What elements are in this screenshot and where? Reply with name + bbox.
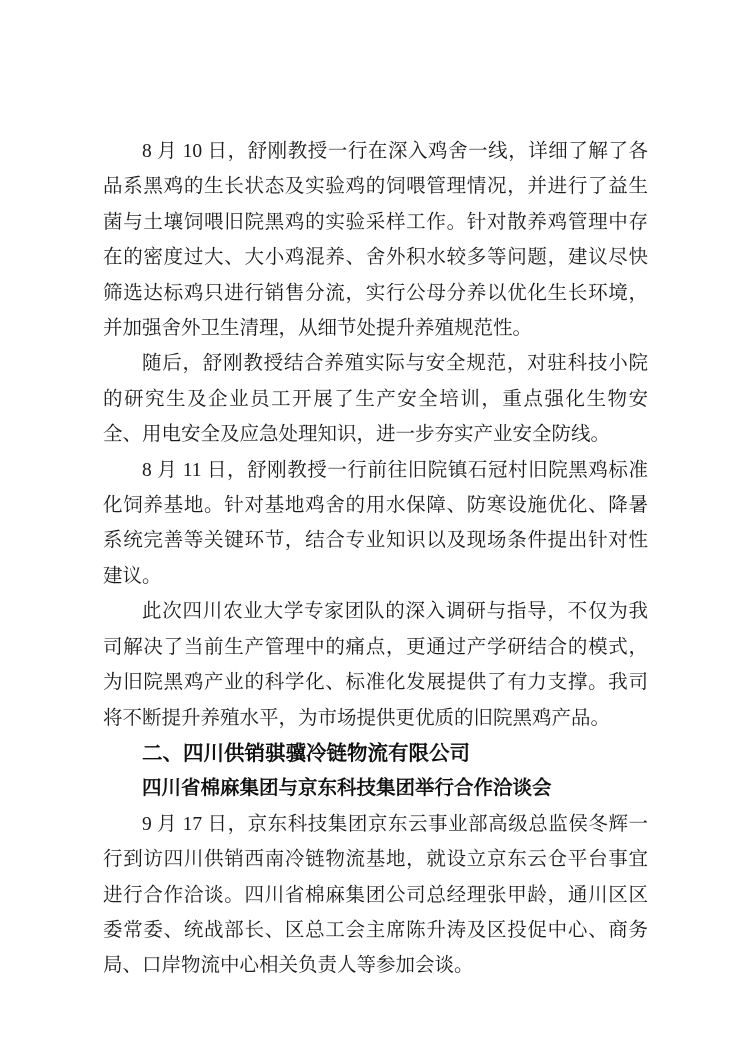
heading-section-2-qiji-cold-chain-company: 二、四川供销骐骥冷链物流有限公司: [142, 741, 470, 765]
para-safety-training: 随后，舒刚教授结合养殖实际与安全规范，对驻科技小院的研究生及企业员工开展了生产安全培训，重点强化生物安全、用电安全及应急处理知识，进一步夯实产业安全防线。: [103, 353, 648, 446]
para-aug-10-field-visit: 8 月 10 日，舒刚教授一行在深入鸡舍一线，详细了解了各品系黑鸡的生长状态及实验鸡的饲喂管理情况，并进行了益生菌与土壤饲喂旧院黑鸡的实验采样工作。针对散养鸡管理中存在的密度过大、大小鸡混养、舍外积水较多等问题，建议尽快筛选达标鸡只进行销售分流，实行公母分养以优化生长环境，并加强舍外卫生清理，从细节处提升养殖规范性。: [103, 141, 648, 340]
para-sep-17-meeting: 9 月 17 日，京东科技集团京东云事业部高级总监侯冬辉一行到访四川供销西南冷链物流基地，就设立京东云仓平台事宜进行合作洽谈。四川省棉麻集团公司总经理张甲龄，通川区区委常委、统战部长、区总工会主席陈升涛及区投促中心、商务局、口岸物流中心相关负责人等参加会谈。: [103, 813, 648, 977]
para-summary-support: 此次四川农业大学专家团队的深入调研与指导，不仅为我司解决了当前生产管理中的痛点，更通过产学研结合的模式，为旧院黑鸡产业的科学化、标准化发展提供了有力支撑。我司将不断提升养殖水平，为市场提供更优质的旧院黑鸡产品。: [103, 601, 648, 729]
document-body: [103, 134, 648, 984]
heading-cotton-group-jd-cooperation-meeting: 四川省棉麻集团与京东科技集团举行合作洽谈会: [142, 778, 552, 800]
para-aug-11-base-visit: 8 月 11 日，舒刚教授一行前往旧院镇石冠村旧院黑鸡标准化饲养基地。针对基地鸡舍的用水保障、防寒设施优化、降暑系统完善等关键环节，结合专业知识以及现场条件提出针对性建议。: [103, 459, 648, 587]
